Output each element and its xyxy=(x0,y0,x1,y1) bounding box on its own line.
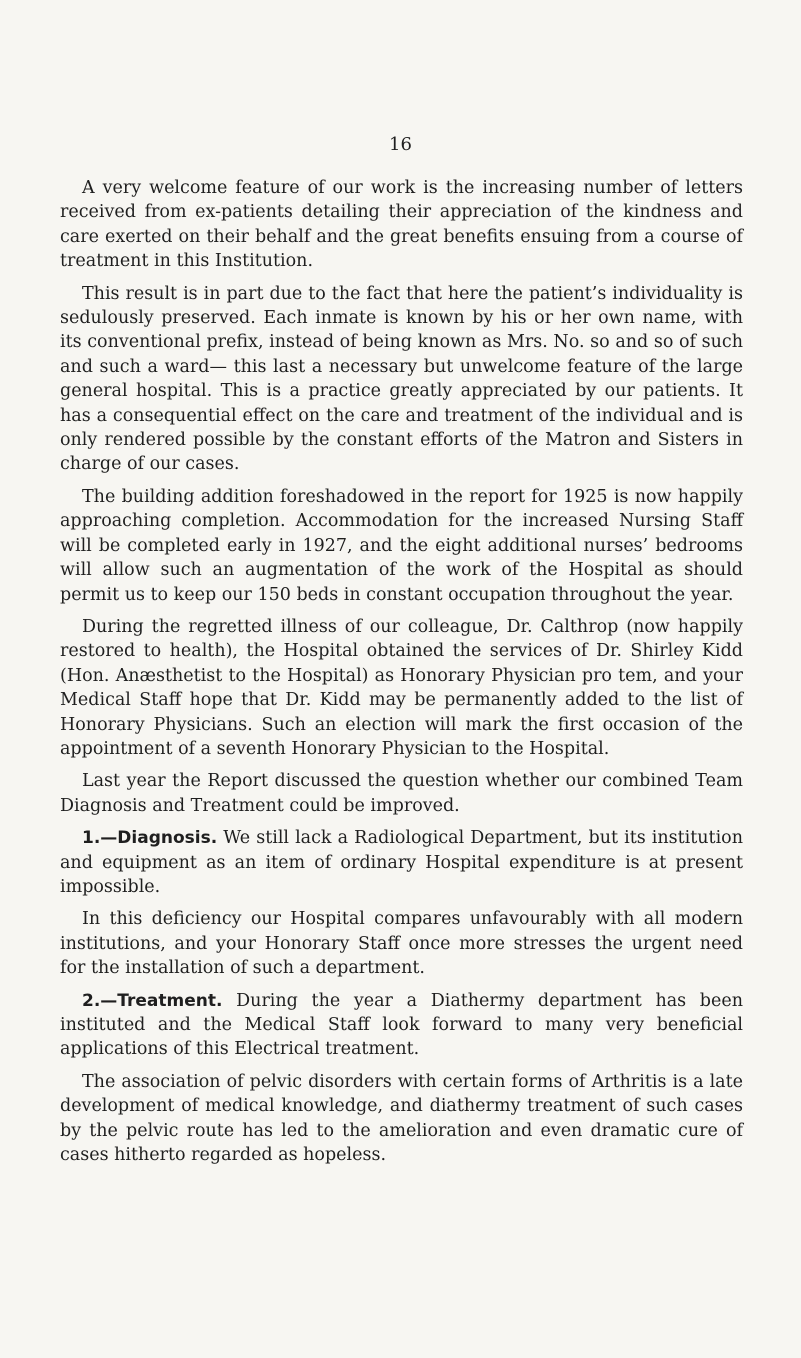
treatment-heading: 2.—Treatment. xyxy=(82,990,223,1011)
body-text xyxy=(60,176,743,1175)
diagnosis-text: We still lack a Radiological Department, but its institution and equipment as an item of ordinary Hospital expenditure is at present impossible. xyxy=(60,828,743,897)
paragraph-diagnosis xyxy=(60,826,743,899)
page-number: 16 xyxy=(389,134,412,155)
treatment-text: During the year a Diathermy department has been instituted and the Medical Staff look forward to many very beneficial applications of this Electrical treatment. xyxy=(60,990,743,1060)
paragraph-team-diagnosis: Last year the Report discussed the question whether our combined Team Diagnosis and Treatment could be improved. xyxy=(60,771,743,816)
diagnosis-heading: 1.—Diagnosis. xyxy=(82,828,218,849)
paragraph-building-addition: The building addition foreshadowed in the report for 1925 is now happily approaching completion. Accommodation for the increased Nursing Staff will be completed early in 1927, and the eight additional nurses’ bedrooms will allow such an augmentation of the work of the Hospital as should permit us to keep our 150 beds in constant occupation throughout the year. xyxy=(60,486,743,605)
paragraph-pelvic-arthritis: The association of pelvic disorders with certain forms of Arthritis is a late development of medical knowledge, and diathermy treatment of such cases by the pelvic route has led to the amelioration and even dramatic cure of cases hitherto regarded as hopeless. xyxy=(60,1071,743,1166)
paragraph-patient-individuality: This result is in part due to the fact that here the patient’s individuality is sedulously preserved. Each inmate is known by his or her own name, with its conventional prefix, instead of being known as Mrs. No. so and so of such and such a ward— this last a necessary but unwelcome feature of the large general hospital. This is a practice greatly appreciated by our patients. It has a consequential effect on the care and treatment of the individual and is only rendered possible by the constant efforts of the Matron and Sisters in charge of our cases. xyxy=(60,283,743,475)
paragraph-treatment xyxy=(60,989,743,1062)
paragraph-honorary-physician: During the regretted illness of our colleague, Dr. Calthrop (now happily restored to health), the Hospital obtained the services of Dr. Shirley Kidd (Hon. Anæsthetist to the Hospital) as Honorary Physician pro tem, and your Medical Staff hope that Dr. Kidd may be permanently added to the list of Honorary Physicians. Such an election will mark the first occasion of the appointment of a seventh Honorary Physician to the Hospital. xyxy=(60,616,743,759)
paragraph-radiology-deficiency: In this deficiency our Hospital compares unfavourably with all modern institutions, and your Honorary Staff once more stresses the urgent need for the installation of such a department. xyxy=(60,909,743,979)
paragraph-ex-patient-letters: A very welcome feature of our work is the increasing number of letters received from ex-patients detailing their appreciation of the kindness and care exerted on their behalf and the great benefits ensuing from a course of treatment in this Institution. xyxy=(60,178,743,272)
